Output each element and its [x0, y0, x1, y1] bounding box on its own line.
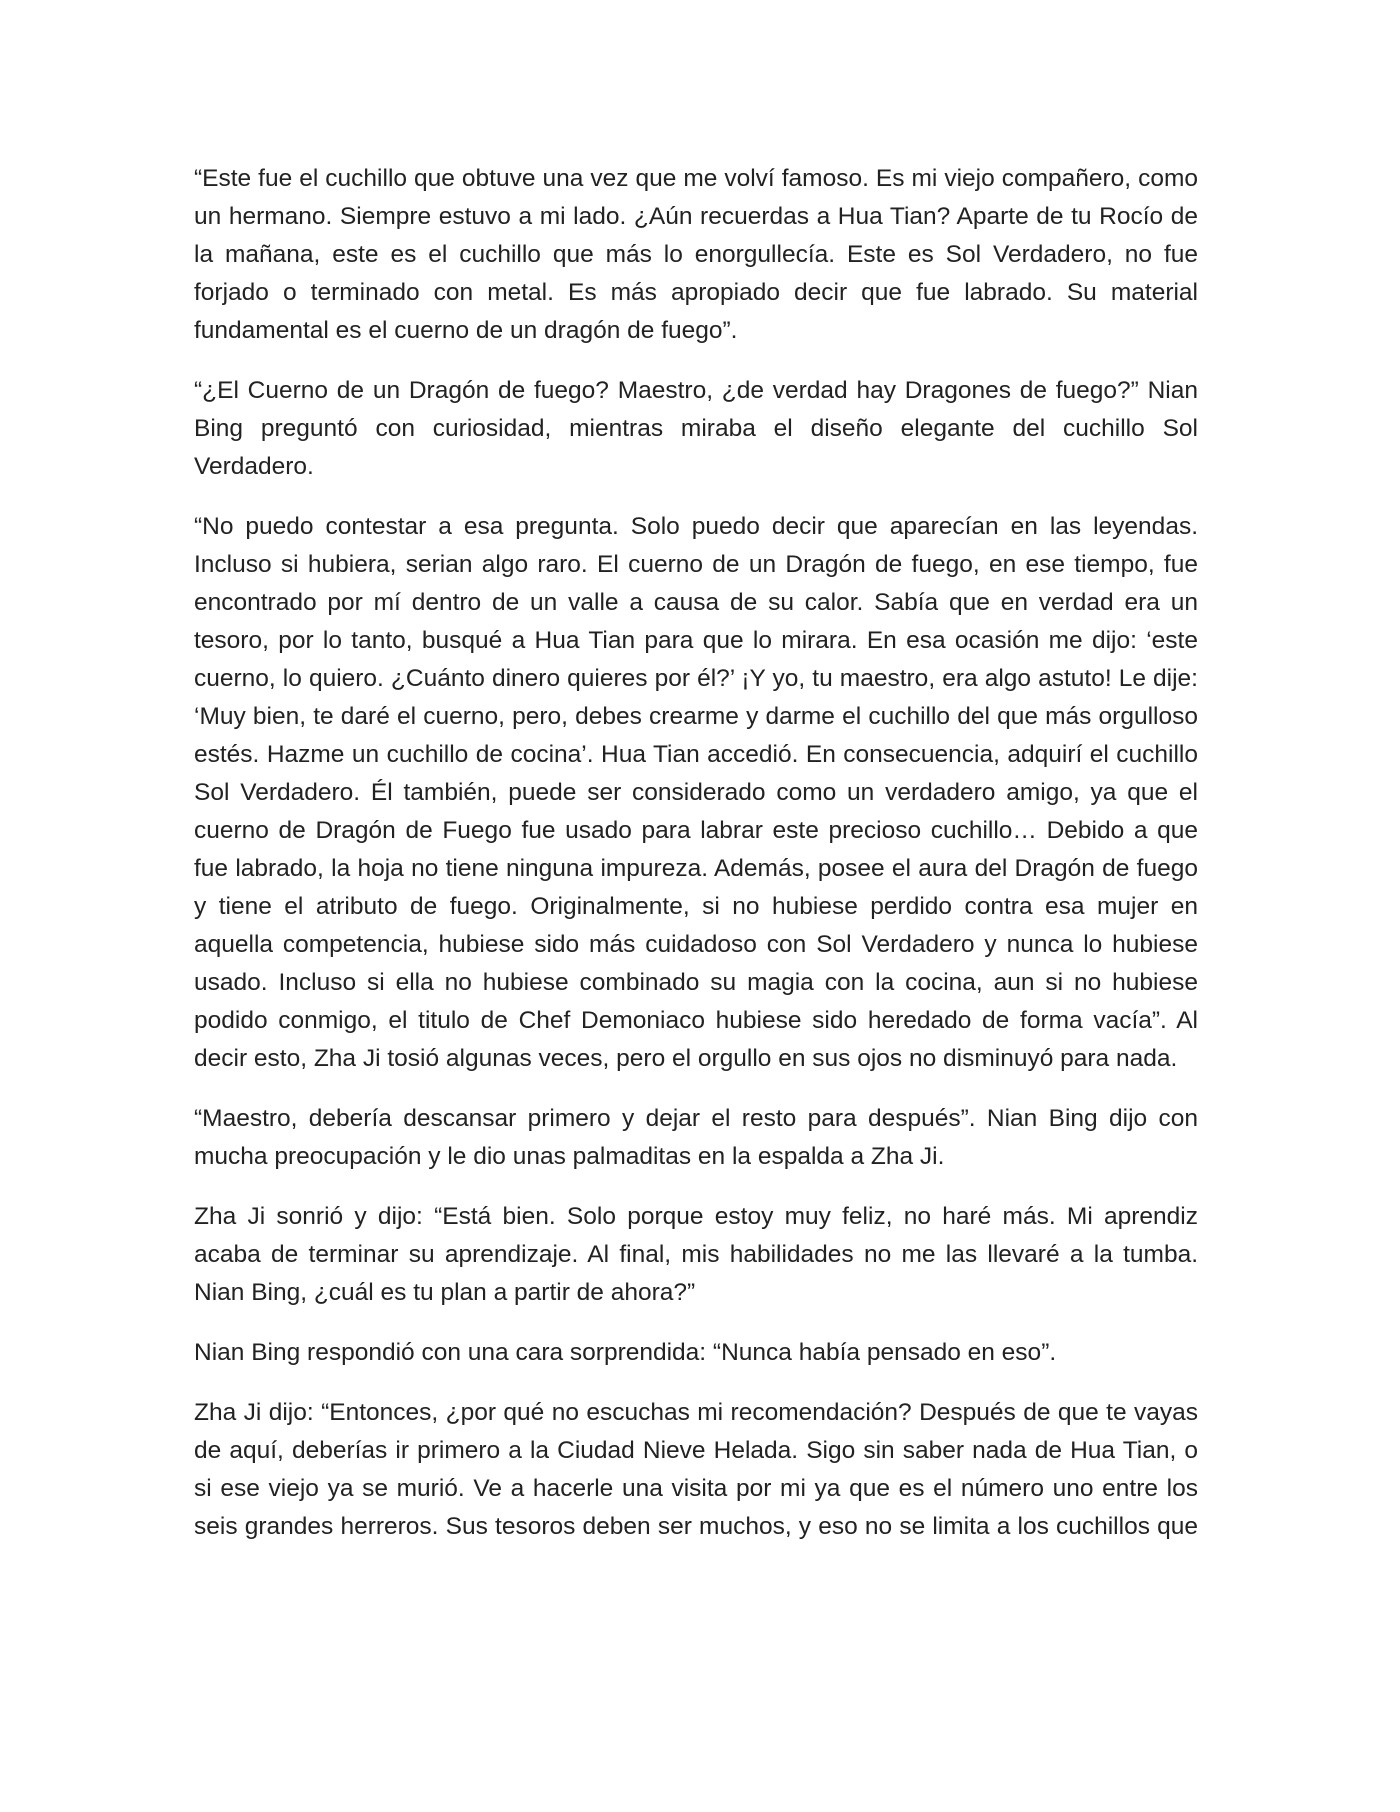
paragraph-6: Nian Bing respondió con una cara sorprendida: “Nunca había pensado en eso”. — [194, 1339, 1057, 1366]
paragraph-2: “¿El Cuerno de un Dragón de fuego? Maestro, ¿de verdad hay Dragones de fuego?” Nian Bing preguntó con curiosidad, mientras miraba el diseño elegante del cuchillo Sol Verdadero. — [194, 377, 1198, 480]
paragraph-7: Zha Ji dijo: “Entonces, ¿por qué no escuchas mi recomendación? Después de que te vayas de aquí, deberías ir primero a la Ciudad Nieve Helada. Sigo sin saber nada de Hua Tian, o si ese viejo ya se murió. Ve a hacerle una visita por mi ya que es el número uno entre los seis grandes herreros. Sus tesoros deben ser muchos, y eso no se limita a los cuchillos que — [194, 1399, 1198, 1540]
paragraph-4: “Maestro, debería descansar primero y dejar el resto para después”. Nian Bing dijo con mucha preocupación y le dio unas palmaditas en la espalda a Zha Ji. — [194, 1105, 1198, 1170]
document-page — [194, 160, 1198, 1568]
paragraph-3: “No puedo contestar a esa pregunta. Solo puedo decir que aparecían en las leyendas. Incluso si hubiera, serian algo raro. El cuerno de un Dragón de fuego, en ese tiempo, fue encontrado por mí dentro de un valle a causa de su calor. Sabía que en verdad era un tesoro, por lo tanto, busqué a Hua Tian para que lo mirara. En esa ocasión me dijo: ‘este cuerno, lo quiero. ¿Cuánto dinero quieres por él?’ ¡Y yo, tu maestro, era algo astuto! Le dije: ‘Muy bien, te daré el cuerno, pero, debes crearme y darme el cuchillo del que más orgulloso estés. Hazme un cuchillo de cocina’. Hua Tian accedió. En consecuencia, adquirí el cuchillo Sol Verdadero. Él también, puede ser considerado como un verdadero amigo, ya que el cuerno de Dragón de Fuego fue usado para labrar este precioso cuchillo… Debido a que fue labrado, la hoja no tiene ninguna impureza. Además, posee el aura del Dragón de fuego y tiene el atributo de fuego. Originalmente, si no hubiese perdido contra esa mujer en aquella competencia, hubiese sido más cuidadoso con Sol Verdadero y nunca lo hubiese usado. Incluso si ella no hubiese combinado su magia con la cocina, aun si no hubiese podido conmigo, el titulo de Chef Demoniaco hubiese sido heredado de forma vacía”. Al decir esto, Zha Ji tosió algunas veces, pero el orgullo en sus ojos no disminuyó para nada. — [194, 513, 1198, 1072]
paragraph-5: Zha Ji sonrió y dijo: “Está bien. Solo porque estoy muy feliz, no haré más. Mi aprendiz acaba de terminar su aprendizaje. Al final, mis habilidades no me las llevaré a la tumba. Nian Bing, ¿cuál es tu plan a partir de ahora?” — [194, 1203, 1198, 1306]
paragraph-1: “Este fue el cuchillo que obtuve una vez que me volví famoso. Es mi viejo compañero, como un hermano. Siempre estuvo a mi lado. ¿Aún recuerdas a Hua Tian? Aparte de tu Rocío de la mañana, este es el cuchillo que más lo enorgullecía. Este es Sol Verdadero, no fue forjado o terminado con metal. Es más apropiado decir que fue labrado. Su material fundamental es el cuerno de un dragón de fuego”. — [194, 165, 1198, 344]
